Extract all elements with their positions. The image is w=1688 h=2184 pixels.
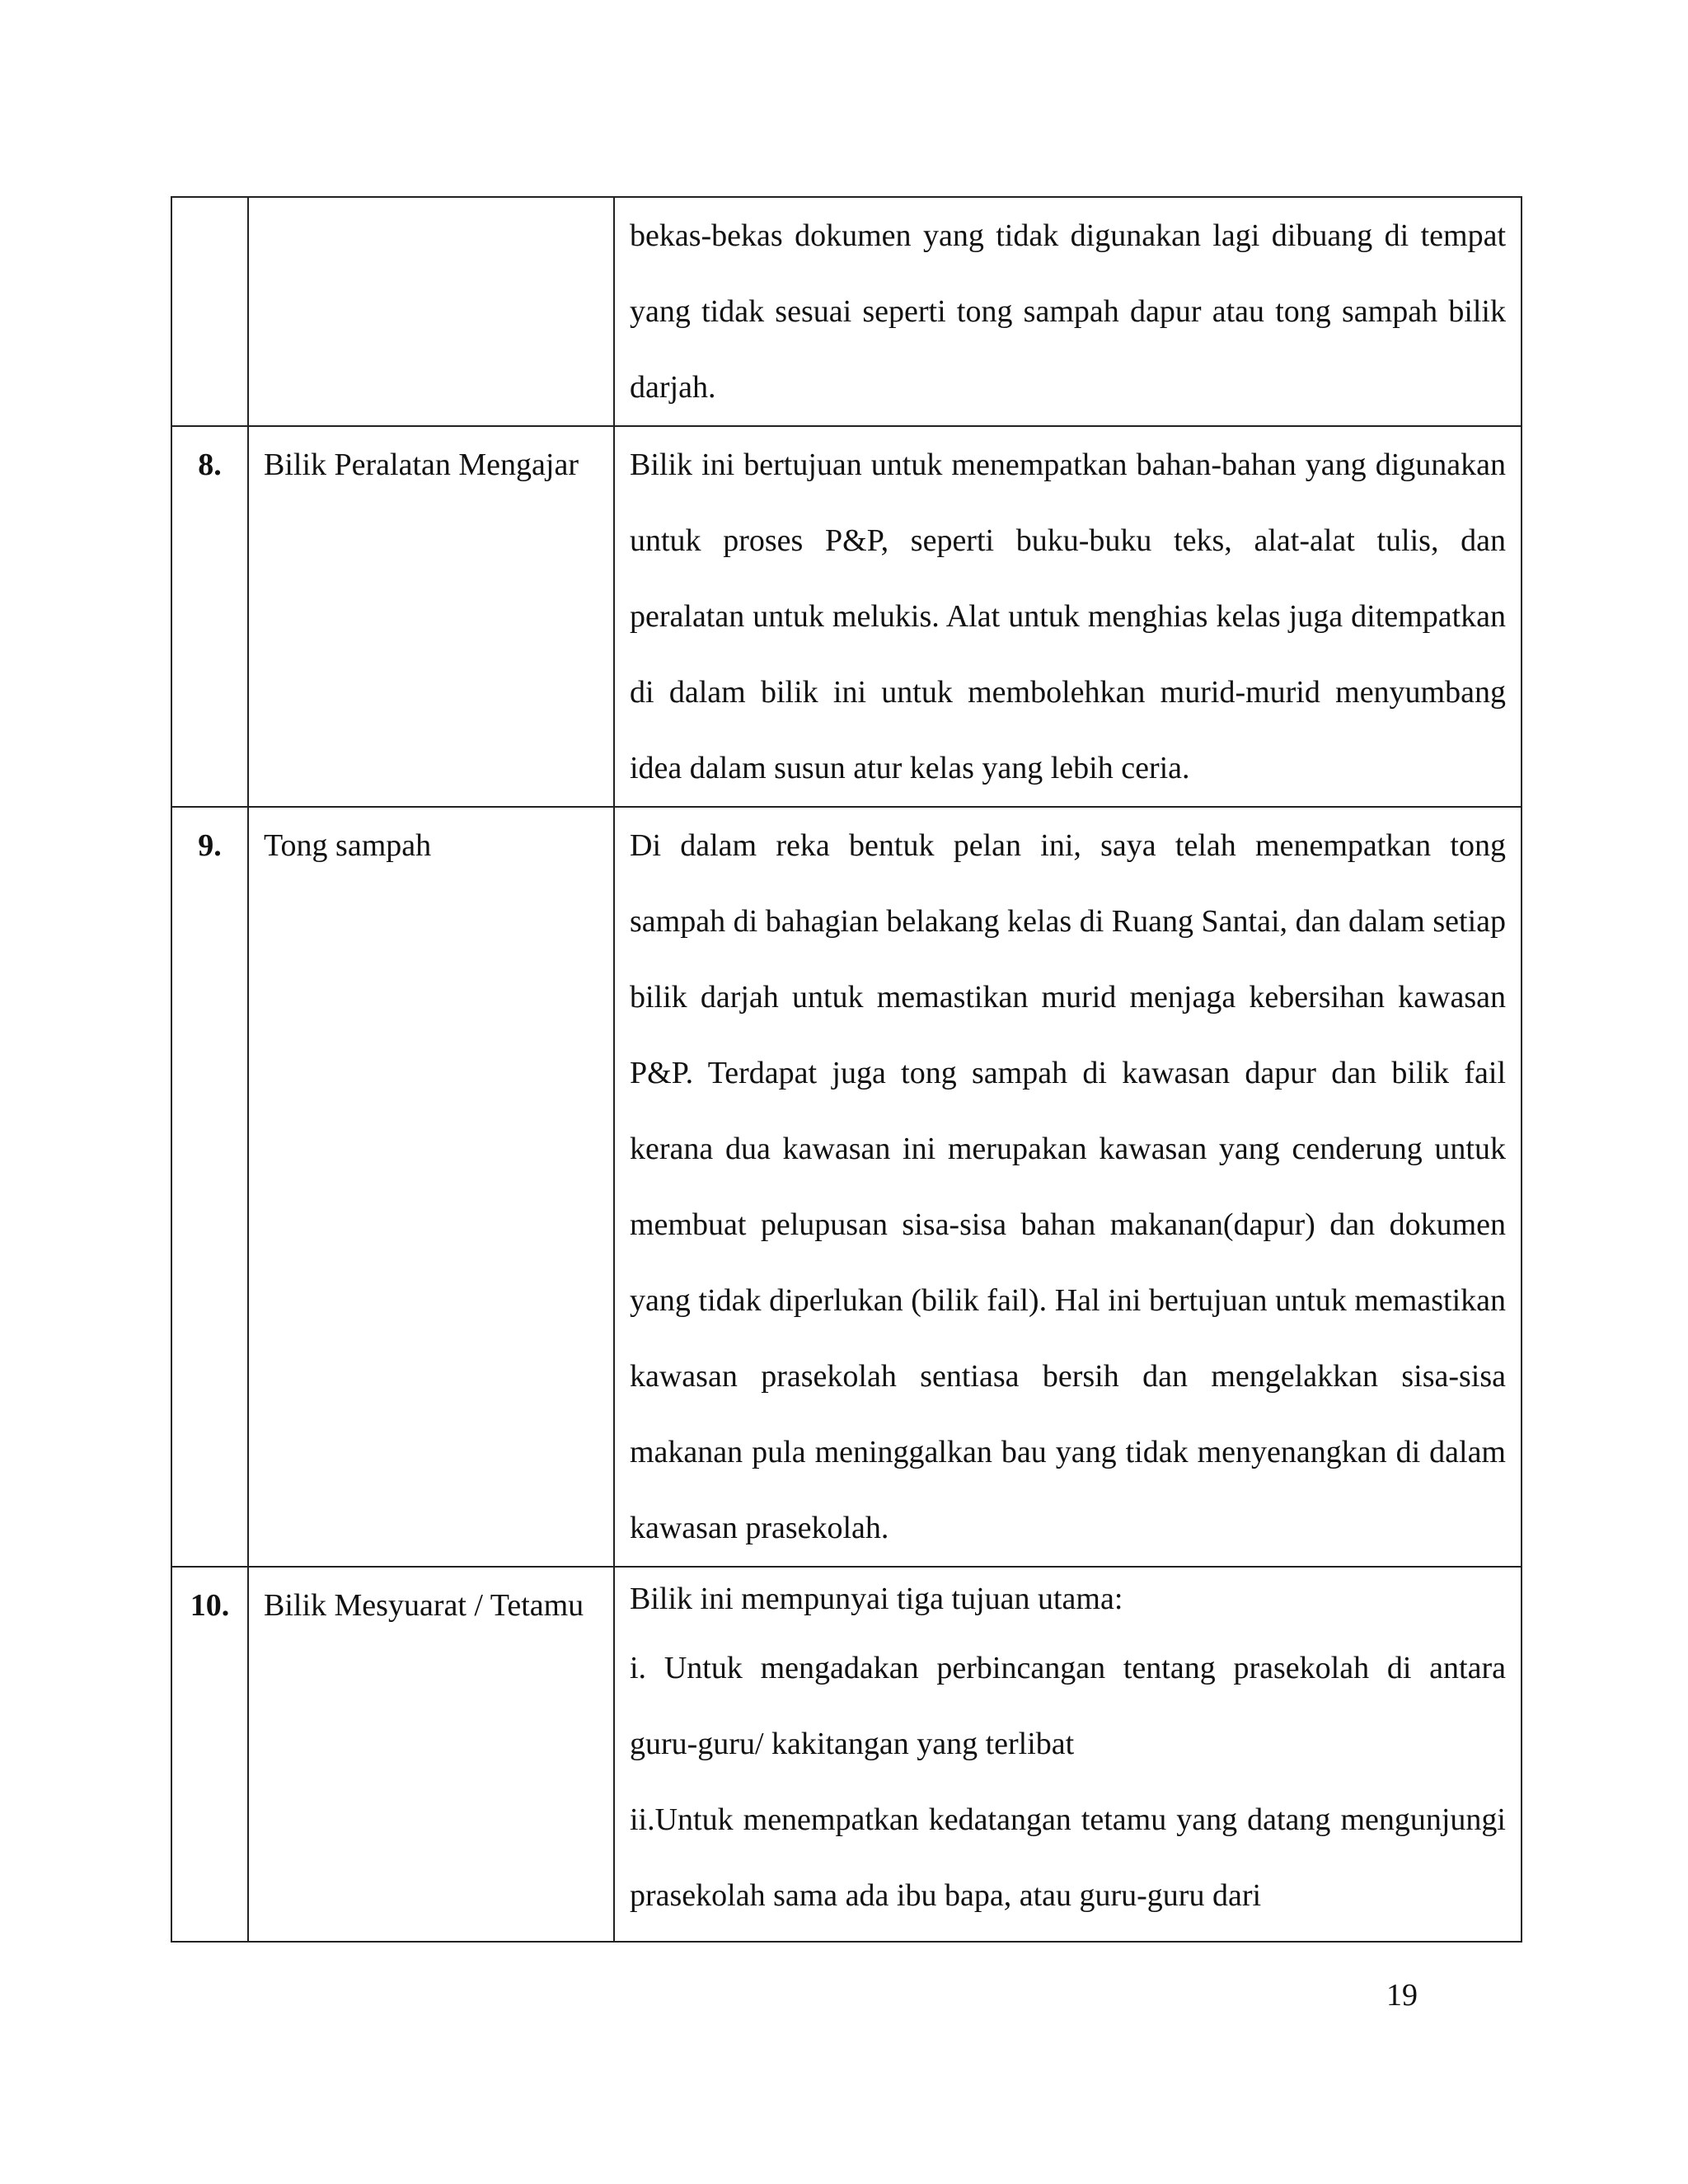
description-paragraph: Di dalam reka bentuk pelan ini, saya telah menempatkan tong sampah di bahagian belakang kelas di Ruang Santai, dan dalam setiap bilik darjah untuk memastikan murid menjaga kebersihan kawasan P&P. Terdapat juga tong sampah di kawasan dapur dan bilik fail kerana dua kawasan ini merupakan kawasan yang cenderung untuk membuat pelupusan sisa-sisa bahan makanan(dapur) dan dokumen yang tidak diperlukan (bilik fail). Hal ini bertujuan untuk memastikan kawasan prasekolah sentiasa bersih dan mengelakkan sisa-sisa makanan pula meninggalkan bau yang tidak menyenangkan di dalam kawasan prasekolah. bbox=[630, 828, 1506, 1545]
description-paragraph: bekas-bekas dokumen yang tidak digunakan lagi dibuang di tempat yang tidak sesuai seperti tong sampah dapur atau tong sampah bilik darjah. bbox=[630, 218, 1506, 405]
page-number: 19 bbox=[1386, 1978, 1418, 2013]
facility-name-cell: Tong sampah bbox=[248, 807, 614, 1567]
facility-description-cell bbox=[614, 807, 1522, 1567]
description-intro: Bilik ini mempunyai tiga tujuan utama: bbox=[630, 1582, 1123, 1616]
description-paragraph: Bilik ini bertujuan untuk menempatkan bahan-bahan yang digunakan untuk proses P&P, seperti buku-buku teks, alat-alat tulis, dan peralatan untuk melukis. Alat untuk menghias kelas juga ditempatkan di dalam bilik ini untuk membolehkan murid-murid menyumbang idea dalam susun atur kelas yang lebih ceria. bbox=[630, 448, 1506, 785]
table-row-10 bbox=[171, 1567, 1522, 1942]
facility-description-cell bbox=[614, 1567, 1522, 1942]
table-row-continuation bbox=[171, 197, 1522, 426]
row-number-cell: 8. bbox=[171, 426, 248, 807]
row-number-cell: 10. bbox=[171, 1567, 248, 1942]
facility-name-cell: Bilik Mesyuarat / Tetamu bbox=[248, 1567, 614, 1942]
row-number-cell: 9. bbox=[171, 807, 248, 1567]
facility-name-cell bbox=[248, 197, 614, 426]
facility-description-table bbox=[171, 196, 1522, 1943]
facility-name-cell: Bilik Peralatan Mengajar bbox=[248, 426, 614, 807]
table-row-9 bbox=[171, 807, 1522, 1567]
row-number-cell bbox=[171, 197, 248, 426]
facility-description-cell bbox=[614, 197, 1522, 426]
description-item-ii: ii.Untuk menempatkan kedatangan tetamu yang datang mengunjungi prasekolah sama ada ibu bapa, atau guru-guru dari bbox=[630, 1802, 1506, 1913]
table-row-8 bbox=[171, 426, 1522, 807]
facility-description-cell bbox=[614, 426, 1522, 807]
description-item-i: i. Untuk mengadakan perbincangan tentang prasekolah di antara guru-guru/ kakitangan yang terlibat bbox=[630, 1651, 1506, 1761]
